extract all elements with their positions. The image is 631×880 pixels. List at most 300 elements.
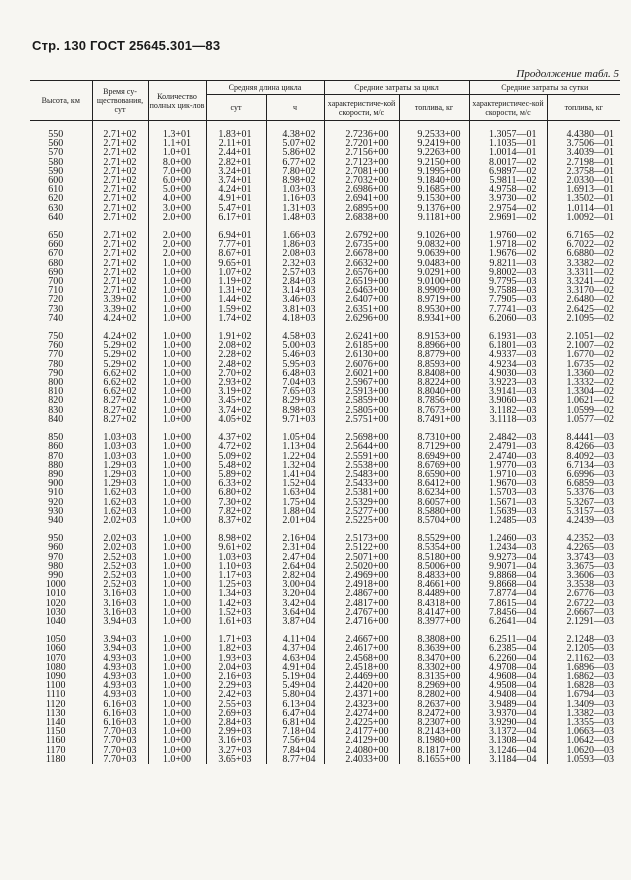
- cell-cycle-ch: 3.87+04: [266, 617, 324, 626]
- cell-cycle-fuel: 8.3135+00: [399, 672, 469, 681]
- cell-time-exist: 2.71+02: [92, 148, 148, 157]
- cell-cycle-char-speed: 2.6021+00: [324, 369, 399, 378]
- cell-day-fuel: 8.4092—03: [547, 452, 620, 461]
- cell-time-exist: 4.24+02: [92, 323, 148, 341]
- cell-num-cycles: 1.0+00: [148, 580, 206, 589]
- cell-day-fuel: 4.2265—03: [547, 543, 620, 552]
- cell-time-exist: 6.62+02: [92, 378, 148, 387]
- cell-day-char-speed: 1.2434—03: [469, 543, 547, 552]
- cell-day-char-speed: 5.9811—02: [469, 176, 547, 185]
- cell-cycle-char-speed: 2.7156+00: [324, 148, 399, 157]
- cell-cycle-fuel: 8.2969+00: [399, 681, 469, 690]
- cell-cycle-ch: 1.31+03: [266, 204, 324, 213]
- cell-day-fuel: 6.7134—03: [547, 461, 620, 470]
- cell-day-char-speed: 6.2385—04: [469, 644, 547, 653]
- cell-height: 1160: [45, 735, 66, 747]
- cell-cycle-ch: 6.81+04: [266, 718, 324, 727]
- cell-time-exist: 6.16+03: [92, 709, 148, 718]
- cell-cycle-char-speed: 2.5913+00: [324, 387, 399, 396]
- table-row: [30, 323, 620, 341]
- cell-day-fuel: 3.3675—03: [547, 562, 620, 571]
- header-time-exist: Время су-ществования, сут: [92, 81, 148, 121]
- cell-cycle-sut: 1.34+03: [206, 589, 266, 598]
- cell-cycle-sut: 2.82+01: [206, 158, 266, 167]
- cell-num-cycles: 1.0+00: [148, 350, 206, 359]
- cell-cycle-ch: 3.14+03: [266, 286, 324, 295]
- cell-day-fuel: 1.0621—02: [547, 396, 620, 405]
- cell-cycle-fuel: 8.5880+00: [399, 507, 469, 516]
- cell-cycle-sut: 2.16+03: [206, 672, 266, 681]
- cell-cycle-fuel: 8.4489+00: [399, 589, 469, 598]
- cell-cycle-sut: 3.24+01: [206, 167, 266, 176]
- cell-num-cycles: 1.0+00: [148, 259, 206, 268]
- cell-time-exist: 2.71+02: [92, 213, 148, 222]
- cell-day-fuel: 1.3409—03: [547, 700, 620, 709]
- cell-num-cycles: 1.0+00: [148, 470, 206, 479]
- cell-height: 980: [48, 560, 64, 572]
- cell-cycle-char-speed: 2.4568+00: [324, 654, 399, 663]
- cell-day-char-speed: 9.9071—04: [469, 562, 547, 571]
- cell-cycle-char-speed: 2.4274+00: [324, 709, 399, 718]
- cell-day-fuel: 2.1162—03: [547, 654, 620, 663]
- cell-day-fuel: 2.3758—01: [547, 167, 620, 176]
- cell-time-exist: 2.71+02: [92, 249, 148, 258]
- cell-day-fuel: 2.6776—03: [547, 589, 620, 598]
- cell-height: 810: [48, 386, 64, 398]
- cell-cycle-fuel: 9.1840+00: [399, 176, 469, 185]
- cell-cycle-fuel: 8.5180+00: [399, 553, 469, 562]
- cell-cycle-ch: 2.82+04: [266, 571, 324, 580]
- cell-cycle-char-speed: 2.4767+00: [324, 608, 399, 617]
- cell-day-char-speed: 2.4842—03: [469, 424, 547, 442]
- cell-day-char-speed: 1.3057—01: [469, 121, 547, 140]
- cell-cycle-sut: 5.89+02: [206, 470, 266, 479]
- cell-cycle-ch: 2.32+03: [266, 259, 324, 268]
- cell-time-exist: 5.29+02: [92, 350, 148, 359]
- cell-day-fuel: 1.6862—03: [547, 672, 620, 681]
- cell-cycle-char-speed: 2.5433+00: [324, 479, 399, 488]
- cell-time-exist: 2.52+03: [92, 553, 148, 562]
- cell-cycle-ch: 6.77+02: [266, 158, 324, 167]
- cell-cycle-fuel: 8.7310+00: [399, 424, 469, 442]
- cell-day-char-speed: 6.2641—04: [469, 617, 547, 626]
- cell-cycle-sut: 2.28+02: [206, 350, 266, 359]
- cell-cycle-sut: 1.52+03: [206, 608, 266, 617]
- cell-cycle-char-speed: 2.6838+00: [324, 213, 399, 222]
- cell-cycle-fuel: 8.8224+00: [399, 378, 469, 387]
- cell-num-cycles: 2.0+00: [148, 249, 206, 258]
- cell-time-exist: 2.71+02: [92, 121, 148, 140]
- cell-day-char-speed: 6.9897—02: [469, 167, 547, 176]
- cell-cycle-ch: 2.64+04: [266, 562, 324, 571]
- cell-height: 1170: [45, 744, 66, 756]
- cell-height: 630: [48, 202, 64, 214]
- cell-cycle-ch: 5.46+03: [266, 350, 324, 359]
- cell-cycle-fuel: 8.6590+00: [399, 470, 469, 479]
- cell-time-exist: 4.93+03: [92, 663, 148, 672]
- cell-day-fuel: 1.0114—01: [547, 204, 620, 213]
- cell-height: 910: [48, 487, 64, 499]
- cell-cycle-fuel: 9.2533+00: [399, 121, 469, 140]
- cell-cycle-sut: 2.29+03: [206, 681, 266, 690]
- cell-day-fuel: 3.4039—01: [547, 148, 620, 157]
- cell-height: 890: [48, 468, 64, 480]
- cell-cycle-sut: 1.31+02: [206, 286, 266, 295]
- cell-cycle-fuel: 9.1026+00: [399, 222, 469, 240]
- cell-cycle-fuel: 8.9530+00: [399, 305, 469, 314]
- cell-day-char-speed: 1.2460—03: [469, 525, 547, 543]
- table-continuation-caption: Продолжение табл. 5: [516, 68, 619, 80]
- cell-cycle-sut: 6.80+02: [206, 488, 266, 497]
- cell-cycle-ch: 4.63+04: [266, 654, 324, 663]
- cell-cycle-ch: 2.31+04: [266, 543, 324, 552]
- cell-height: 570: [48, 147, 64, 159]
- cell-day-char-speed: 9.7588—03: [469, 286, 547, 295]
- cell-cycle-ch: 1.75+04: [266, 498, 324, 507]
- cell-num-cycles: 1.0+00: [148, 626, 206, 644]
- header-height: Высота, км: [30, 81, 92, 121]
- cell-cycle-char-speed: 2.5381+00: [324, 488, 399, 497]
- cell-cycle-sut: 3.65+03: [206, 755, 266, 764]
- cell-day-char-speed: 1.5703—03: [469, 488, 547, 497]
- cell-cycle-sut: 5.09+02: [206, 452, 266, 461]
- cell-day-fuel: 8.4266—03: [547, 442, 620, 451]
- cell-time-exist: 2.71+02: [92, 158, 148, 167]
- cell-day-char-speed: 3.9223—03: [469, 378, 547, 387]
- cell-num-cycles: 1.0+00: [148, 268, 206, 277]
- cell-cycle-ch: 1.41+04: [266, 470, 324, 479]
- cell-num-cycles: 1.0+00: [148, 525, 206, 543]
- cell-cycle-fuel: 9.0832+00: [399, 240, 469, 249]
- cell-cycle-fuel: 8.5704+00: [399, 516, 469, 525]
- cell-num-cycles: 1.0+00: [148, 718, 206, 727]
- cell-cycle-fuel: 9.1376+00: [399, 204, 469, 213]
- cell-cycle-sut: 7.30+02: [206, 498, 266, 507]
- cell-cycle-char-speed: 2.6519+00: [324, 277, 399, 286]
- cell-cycle-sut: 8.37+02: [206, 516, 266, 525]
- cell-cycle-ch: 7.84+04: [266, 746, 324, 755]
- cell-time-exist: 5.29+02: [92, 360, 148, 369]
- cell-time-exist: 1.62+03: [92, 488, 148, 497]
- cell-day-char-speed: 1.0014—01: [469, 148, 547, 157]
- cell-cycle-ch: 1.13+04: [266, 442, 324, 451]
- cell-day-char-speed: 9.7795—03: [469, 277, 547, 286]
- cell-cycle-fuel: 8.6412+00: [399, 479, 469, 488]
- cell-num-cycles: 5.0+00: [148, 185, 206, 194]
- cell-height: 1000: [45, 579, 66, 591]
- cell-cycle-sut: 1.07+02: [206, 268, 266, 277]
- cell-num-cycles: 7.0+00: [148, 167, 206, 176]
- cell-day-char-speed: 6.1801—03: [469, 341, 547, 350]
- cell-day-fuel: 4.2352—03: [547, 525, 620, 543]
- cell-time-exist: 3.16+03: [92, 589, 148, 598]
- cell-cycle-fuel: 9.1995+00: [399, 167, 469, 176]
- cell-cycle-ch: 5.80+04: [266, 690, 324, 699]
- cell-day-fuel: 6.7165—02: [547, 222, 620, 240]
- cell-height: 680: [48, 257, 64, 269]
- cell-day-char-speed: 1.1035—01: [469, 139, 547, 148]
- cell-cycle-fuel: 8.3302+00: [399, 663, 469, 672]
- cell-cycle-sut: 1.71+03: [206, 626, 266, 644]
- cell-cycle-ch: 7.80+02: [266, 167, 324, 176]
- cell-cycle-char-speed: 2.4817+00: [324, 599, 399, 608]
- cell-day-char-speed: 6.2260—04: [469, 654, 547, 663]
- cell-cycle-sut: 2.69+03: [206, 709, 266, 718]
- cell-cycle-ch: 3.00+04: [266, 580, 324, 589]
- cell-day-fuel: 1.3502—01: [547, 194, 620, 203]
- cell-cycle-sut: 2.99+03: [206, 727, 266, 736]
- cell-cycle-char-speed: 2.4918+00: [324, 580, 399, 589]
- cell-cycle-ch: 2.01+04: [266, 516, 324, 525]
- cell-cycle-sut: 1.93+03: [206, 654, 266, 663]
- cell-cycle-char-speed: 2.7236+00: [324, 121, 399, 140]
- cell-day-char-speed: 9.8668—04: [469, 580, 547, 589]
- cell-day-char-speed: 4.9030—03: [469, 369, 547, 378]
- cell-cycle-fuel: 8.2637+00: [399, 700, 469, 709]
- cell-day-fuel: 1.6896—03: [547, 663, 620, 672]
- cell-day-fuel: 4.2439—03: [547, 516, 620, 525]
- cell-num-cycles: 1.0+00: [148, 305, 206, 314]
- header-fuel: топлива, кг: [399, 95, 469, 121]
- cell-cycle-char-speed: 2.7081+00: [324, 167, 399, 176]
- cell-cycle-fuel: 8.7129+00: [399, 442, 469, 451]
- data-table: [30, 80, 620, 764]
- cell-cycle-ch: 7.18+04: [266, 727, 324, 736]
- cell-day-fuel: 1.3332—02: [547, 378, 620, 387]
- cell-day-fuel: 8.4441—03: [547, 424, 620, 442]
- header-ch: ч: [266, 95, 324, 121]
- cell-cycle-fuel: 8.9719+00: [399, 295, 469, 304]
- cell-cycle-sut: 6.33+02: [206, 479, 266, 488]
- cell-time-exist: 6.16+03: [92, 700, 148, 709]
- cell-num-cycles: 1.0+00: [148, 498, 206, 507]
- cell-cycle-sut: 1.74+02: [206, 314, 266, 323]
- page-header: Стр. 130 ГОСТ 25645.301—83: [32, 38, 221, 53]
- cell-cycle-ch: 5.00+03: [266, 341, 324, 350]
- cell-time-exist: 2.52+03: [92, 571, 148, 580]
- cell-num-cycles: 1.0+00: [148, 681, 206, 690]
- cell-cycle-ch: 7.04+03: [266, 378, 324, 387]
- cell-day-fuel: 1.0593—03: [547, 755, 620, 764]
- cell-cycle-ch: 5.86+02: [266, 148, 324, 157]
- cell-day-char-speed: 1.9718—02: [469, 240, 547, 249]
- cell-height: 1090: [45, 670, 66, 682]
- cell-cycle-char-speed: 2.5277+00: [324, 507, 399, 516]
- cell-height: 550: [48, 129, 64, 140]
- cell-day-fuel: 1.6913—01: [547, 185, 620, 194]
- cell-time-exist: 2.71+02: [92, 222, 148, 240]
- cell-day-char-speed: 1.9770—03: [469, 461, 547, 470]
- cell-height: 720: [48, 294, 64, 306]
- cell-day-fuel: 1.0620—03: [547, 746, 620, 755]
- cell-day-char-speed: 1.9676—02: [469, 249, 547, 258]
- cell-cycle-fuel: 8.5354+00: [399, 543, 469, 552]
- cell-cycle-fuel: 8.4833+00: [399, 571, 469, 580]
- cell-cycle-ch: 1.05+04: [266, 424, 324, 442]
- cell-time-exist: 3.39+02: [92, 305, 148, 314]
- cell-cycle-fuel: 8.7856+00: [399, 396, 469, 405]
- cell-day-char-speed: 3.9060—03: [469, 396, 547, 405]
- cell-cycle-char-speed: 2.4371+00: [324, 690, 399, 699]
- cell-height: 690: [48, 266, 64, 278]
- cell-day-char-speed: 9.9273—04: [469, 553, 547, 562]
- cell-cycle-char-speed: 2.6351+00: [324, 305, 399, 314]
- cell-cycle-char-speed: 2.5329+00: [324, 498, 399, 507]
- cell-cycle-sut: 3.16+03: [206, 736, 266, 745]
- cell-cycle-char-speed: 2.5122+00: [324, 543, 399, 552]
- cell-cycle-sut: 1.83+01: [206, 121, 266, 140]
- cell-num-cycles: 3.0+00: [148, 204, 206, 213]
- cell-num-cycles: 1.0+00: [148, 442, 206, 451]
- table-row: [30, 415, 620, 424]
- cell-day-char-speed: 4.9508—04: [469, 681, 547, 690]
- cell-time-exist: 3.16+03: [92, 599, 148, 608]
- cell-cycle-sut: 2.70+02: [206, 369, 266, 378]
- cell-cycle-fuel: 8.2472+00: [399, 709, 469, 718]
- cell-time-exist: 3.16+03: [92, 608, 148, 617]
- cell-day-fuel: 6.6996—03: [547, 470, 620, 479]
- cell-cycle-char-speed: 2.6185+00: [324, 341, 399, 350]
- cell-cycle-ch: 1.32+04: [266, 461, 324, 470]
- cell-time-exist: 6.62+02: [92, 387, 148, 396]
- header-avg-cycle-length: Средняя длина цикла: [206, 81, 324, 95]
- cell-height: 850: [48, 432, 64, 444]
- cell-day-char-speed: 2.9754—02: [469, 204, 547, 213]
- cell-time-exist: 2.02+03: [92, 516, 148, 525]
- header-num-cycles: Количество полных цик-лов: [148, 81, 206, 121]
- cell-cycle-char-speed: 2.4867+00: [324, 589, 399, 598]
- cell-day-fuel: 2.1051—02: [547, 323, 620, 341]
- cell-cycle-sut: 3.45+02: [206, 396, 266, 405]
- cell-cycle-sut: 1.44+02: [206, 295, 266, 304]
- cell-cycle-sut: 4.24+01: [206, 185, 266, 194]
- cell-num-cycles: 1.0+00: [148, 415, 206, 424]
- cell-day-fuel: 2.1248—03: [547, 626, 620, 644]
- cell-cycle-char-speed: 2.4225+00: [324, 718, 399, 727]
- cell-cycle-fuel: 8.4661+00: [399, 580, 469, 589]
- cell-num-cycles: 1.0+00: [148, 553, 206, 562]
- cell-time-exist: 1.62+03: [92, 498, 148, 507]
- cell-cycle-sut: 2.08+02: [206, 341, 266, 350]
- cell-cycle-ch: 6.47+04: [266, 709, 324, 718]
- cell-cycle-fuel: 8.6234+00: [399, 488, 469, 497]
- cell-num-cycles: 1.0+00: [148, 663, 206, 672]
- cell-day-fuel: 1.3355—03: [547, 718, 620, 727]
- cell-day-fuel: 3.3170—02: [547, 286, 620, 295]
- cell-cycle-char-speed: 2.5538+00: [324, 461, 399, 470]
- cell-cycle-ch: 5.19+04: [266, 672, 324, 681]
- cell-cycle-ch: 4.38+02: [266, 121, 324, 140]
- cell-cycle-char-speed: 2.6407+00: [324, 295, 399, 304]
- cell-cycle-ch: 3.46+03: [266, 295, 324, 304]
- cell-num-cycles: 1.0+00: [148, 727, 206, 736]
- cell-day-char-speed: 3.9730—02: [469, 194, 547, 203]
- cell-day-fuel: 1.6770—02: [547, 350, 620, 359]
- cell-cycle-ch: 1.63+04: [266, 488, 324, 497]
- cell-num-cycles: 1.0+00: [148, 654, 206, 663]
- cell-day-char-speed: 4.9708—04: [469, 663, 547, 672]
- cell-cycle-fuel: 8.8408+00: [399, 369, 469, 378]
- cell-cycle-sut: 1.61+03: [206, 617, 266, 626]
- cell-cycle-fuel: 8.3470+00: [399, 654, 469, 663]
- cell-day-char-speed: 2.9691—02: [469, 213, 547, 222]
- cell-time-exist: 4.93+03: [92, 690, 148, 699]
- cell-cycle-char-speed: 2.5751+00: [324, 415, 399, 424]
- cell-cycle-sut: 1.59+02: [206, 305, 266, 314]
- cell-height: 1050: [45, 634, 66, 646]
- cell-cycle-ch: 7.56+04: [266, 736, 324, 745]
- cell-cycle-fuel: 9.0291+00: [399, 268, 469, 277]
- cell-cycle-fuel: 8.7673+00: [399, 406, 469, 415]
- table-row: [30, 516, 620, 525]
- cell-time-exist: 2.71+02: [92, 167, 148, 176]
- cell-day-char-speed: 3.1308—04: [469, 736, 547, 745]
- cell-height: 870: [48, 450, 64, 462]
- cell-cycle-fuel: 8.8593+00: [399, 360, 469, 369]
- cell-day-fuel: 1.0663—03: [547, 727, 620, 736]
- cell-cycle-ch: 7.65+03: [266, 387, 324, 396]
- cell-cycle-fuel: 9.1685+00: [399, 185, 469, 194]
- cell-height: 930: [48, 505, 64, 517]
- cell-day-char-speed: 9.8868—04: [469, 571, 547, 580]
- cell-day-fuel: 3.3311—02: [547, 268, 620, 277]
- cell-cycle-ch: 1.16+03: [266, 194, 324, 203]
- cell-cycle-char-speed: 2.4129+00: [324, 736, 399, 745]
- cell-day-fuel: 2.0330—01: [547, 176, 620, 185]
- cell-cycle-fuel: 8.4318+00: [399, 599, 469, 608]
- cell-cycle-sut: 8.67+01: [206, 249, 266, 258]
- cell-day-fuel: 4.4380—01: [547, 121, 620, 140]
- cell-num-cycles: 1.0+00: [148, 341, 206, 350]
- cell-time-exist: 1.03+03: [92, 442, 148, 451]
- cell-num-cycles: 1.0+00: [148, 672, 206, 681]
- cell-num-cycles: 1.0+00: [148, 736, 206, 745]
- cell-cycle-sut: 1.17+03: [206, 571, 266, 580]
- cell-day-fuel: 3.3382—02: [547, 259, 620, 268]
- cell-height: 650: [48, 230, 64, 242]
- cell-num-cycles: 1.0+00: [148, 406, 206, 415]
- cell-num-cycles: 2.0+00: [148, 222, 206, 240]
- cell-cycle-char-speed: 2.4518+00: [324, 663, 399, 672]
- cell-day-char-speed: 4.9337—03: [469, 350, 547, 359]
- cell-cycle-ch: 3.20+04: [266, 589, 324, 598]
- cell-cycle-fuel: 8.3639+00: [399, 644, 469, 653]
- table-row: [30, 617, 620, 626]
- cell-time-exist: 5.29+02: [92, 341, 148, 350]
- cell-num-cycles: 1.1+01: [148, 139, 206, 148]
- cell-height: 1010: [45, 588, 66, 600]
- cell-time-exist: 2.71+02: [92, 268, 148, 277]
- cell-cycle-char-speed: 2.6678+00: [324, 249, 399, 258]
- cell-height: 750: [48, 331, 64, 343]
- cell-cycle-fuel: 8.6769+00: [399, 461, 469, 470]
- cell-day-char-speed: 7.7741—03: [469, 305, 547, 314]
- cell-cycle-char-speed: 2.6130+00: [324, 350, 399, 359]
- table-row: [30, 121, 620, 140]
- cell-cycle-ch: 6.13+04: [266, 700, 324, 709]
- cell-cycle-ch: 2.47+04: [266, 553, 324, 562]
- cell-time-exist: 1.29+03: [92, 461, 148, 470]
- cell-day-char-speed: 3.1118—03: [469, 415, 547, 424]
- cell-num-cycles: 1.0+00: [148, 755, 206, 764]
- cell-cycle-char-speed: 2.5071+00: [324, 553, 399, 562]
- cell-num-cycles: 1.0+00: [148, 571, 206, 580]
- cell-day-char-speed: 9.8211—03: [469, 259, 547, 268]
- cell-cycle-fuel: 8.3977+00: [399, 617, 469, 626]
- cell-num-cycles: 1.0+00: [148, 589, 206, 598]
- cell-cycle-sut: 9.61+02: [206, 543, 266, 552]
- cell-day-fuel: 1.6794—03: [547, 690, 620, 699]
